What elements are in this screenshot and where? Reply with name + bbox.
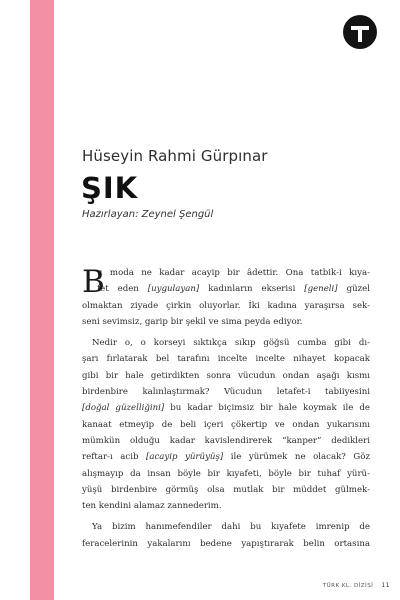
publisher-logo-icon (343, 15, 377, 49)
body-line: yüşü birdenbire görmüş olsa mutlak bir müddet gülmek- (82, 484, 370, 495)
body-line: u moda ne kadar acayip bir âdettir. Ona tatbik-i kıya- (97, 268, 370, 278)
running-head: TÜRK KL. DİZİSİ (322, 583, 374, 589)
article-body (82, 265, 370, 552)
body-line: Ya bizim hanımefendiler dahi bu kıyafete imrenip de (92, 522, 370, 533)
decorative-pink-strip (30, 0, 54, 600)
body-line: şarı fırlatarak bel tarafını incelte incelte nihayet kopacak (82, 354, 370, 365)
body-line: birdenbire kalınlaştırmak? Vücudun letafet-i tabiiyesini (82, 387, 370, 398)
body-line: reftar-ı acib [acayip yürüyüş] ile yürümek ne olacak? Göz (82, 452, 370, 463)
gloss: [acayip yürüyüş] (145, 452, 224, 463)
body-line: kanaat etmeyip de beli içeri çökertip ve ondan yukarısını (82, 419, 370, 430)
editor-credit: Hazırlayan: Zeynel Şengül (82, 209, 214, 220)
paragraph-1 (82, 265, 370, 330)
body-line: alışmayıp da insan böyle bir kıyafeti, böyle bir tuhaf yürü- (82, 468, 370, 479)
page-number: 11 (381, 582, 390, 589)
body-line: [doğal güzelliğini] bu kadar biçimsiz bir hale koymak ile de (82, 403, 370, 414)
drop-cap-letter: B (82, 264, 105, 300)
body-line: seni sevimsiz, garip bir şekil ve sima peyda ediyor. (82, 316, 303, 327)
author-name: Hüseyin Rahmi Gürpınar (82, 147, 268, 165)
body-line: mümkün olduğu kadar kavislendirerek “kanper” dedikleri (82, 435, 370, 446)
paragraph-3 (82, 519, 370, 552)
footer-strip (30, 587, 54, 588)
body-line: olmaktan ziyade çirkin oluyorlar. İki kadına yaraşırsa sek- (82, 300, 370, 311)
gloss: [uygulayan] (147, 284, 200, 295)
body-line: gibi bir hale getirdikten sonra vücudun ondan aşağı kısmı (82, 370, 370, 381)
gloss: [geneli] (304, 284, 338, 295)
gloss: [doğal güzelliğini] (82, 403, 165, 414)
body-line: Nedir o, o korseyi sıktıkça sıkıp göğsü cumba gibi dı- (92, 338, 370, 349)
body-line: ten kendini alamaz zannederim. (82, 501, 222, 512)
page-title: ŞIK (81, 171, 139, 205)
body-line: feracelerinin yakalarını bedene yapıştırarak belin ortasına (82, 538, 370, 549)
body-line: fet eden [uygulayan] kadınların ekserisi [geneli] güzel (97, 284, 370, 295)
page-footer (323, 582, 390, 589)
paragraph-2 (82, 335, 370, 514)
